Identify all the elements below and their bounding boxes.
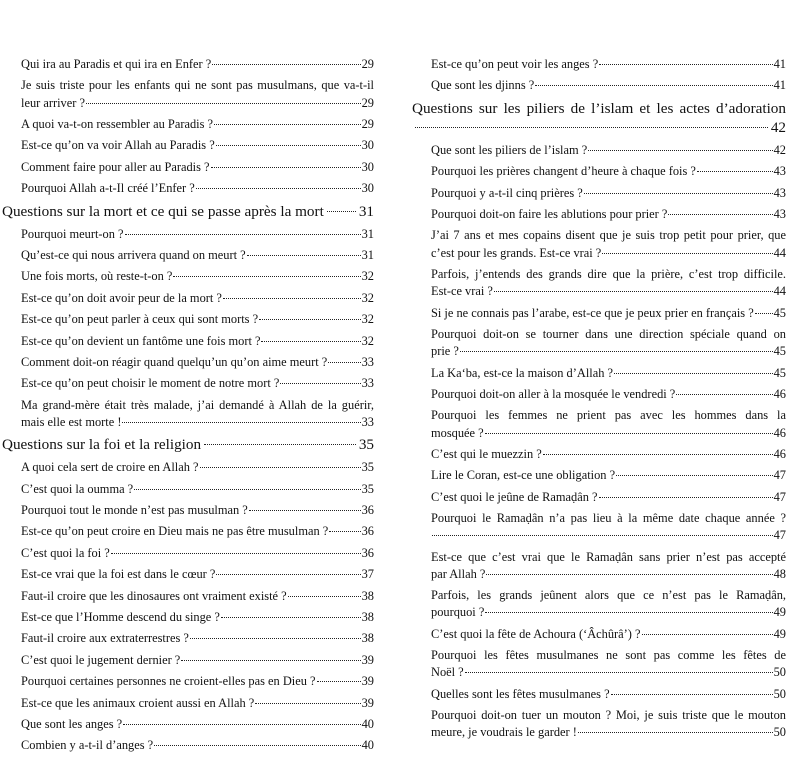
entry-line: [431, 185, 786, 202]
toc-entry: [412, 587, 786, 621]
page-number: 46: [773, 386, 786, 401]
leader-dots: [122, 422, 360, 423]
entry-line: [21, 459, 374, 476]
entry-line: [431, 56, 786, 73]
page-number: 44: [773, 245, 786, 260]
entry-text: Faut-il croire aux extraterrestres ?: [21, 631, 189, 646]
entry-line: [21, 311, 374, 328]
page-number: 29: [361, 57, 374, 71]
entry-text: C’est quoi la foi ?: [21, 545, 110, 560]
leader-dots: [642, 634, 773, 635]
toc-entry: [412, 626, 786, 643]
page-number: 32: [361, 312, 374, 327]
page-number: 30: [361, 159, 374, 174]
entry-text: pourquoi ?: [431, 605, 485, 620]
leader-dots: [614, 373, 773, 374]
leader-dots: [485, 433, 773, 434]
page-number: 49: [773, 605, 786, 620]
page-number: 38: [361, 588, 374, 603]
toc-entry: [2, 630, 374, 647]
toc-entry: [412, 142, 786, 159]
leader-dots: [288, 596, 361, 597]
page-number: 32: [361, 333, 374, 348]
entry-line: [21, 673, 374, 690]
leader-dots: [247, 255, 361, 256]
toc-entry: [2, 588, 374, 605]
page-number: 43: [773, 206, 786, 221]
entry-text: Est-ce que les animaux croient aussi en Allah ?: [21, 695, 255, 710]
entry-line: [431, 446, 786, 463]
toc-entry: [412, 489, 786, 506]
entry-text: Pourquoi tout le monde n’est pas musulman ?: [21, 503, 248, 518]
entry-text: mais elle est morte !: [21, 414, 122, 429]
toc-entry: [412, 185, 786, 202]
entry-line: [431, 305, 786, 322]
page-number: 48: [773, 566, 786, 581]
page-number: 47: [773, 468, 786, 483]
entry-text-line: Je suis triste pour les enfants qui ne sont pas musulmans, que va-t-il: [21, 78, 374, 93]
section-heading: [412, 99, 786, 137]
entry-text: mosquée ?: [431, 425, 484, 440]
entry-text: Pourquoi doit-on faire les ablutions pour prier ?: [431, 206, 668, 221]
entry-text: Pourquoi certaines personnes ne croient-elles pas en Dieu ?: [21, 674, 316, 689]
page-number: 38: [361, 631, 374, 646]
entry-text: Est-ce qu’on doit avoir peur de la mort ?: [21, 290, 222, 305]
leader-dots: [221, 617, 361, 618]
entry-line: [431, 566, 786, 583]
leader-dots: [249, 510, 361, 511]
entry-text: par Allah ?: [431, 566, 486, 581]
toc-entry: [2, 545, 374, 562]
entry-text: Que sont les piliers de l’islam ?: [431, 142, 588, 157]
entry-text-line: Pourquoi le Ramaḍân n’a pas lieu à la même date chaque année ?: [431, 511, 786, 526]
entry-line: [21, 333, 374, 350]
entry-line: [21, 95, 374, 112]
toc-entry: [2, 397, 374, 431]
entry-text: leur arriver ?: [21, 95, 85, 110]
leader-dots: [255, 703, 360, 704]
entry-text: Pourquoi les prières changent d’heure à chaque fois ?: [431, 164, 696, 179]
page-number: 39: [361, 652, 374, 667]
entry-text: Faut-il croire que les dinosaures ont vraiment existé ?: [21, 588, 287, 603]
entry-line: [21, 180, 374, 197]
entry-text: Pourquoi meurt-on ?: [21, 226, 124, 241]
entry-text: Si je ne connais pas l’arabe, est-ce que je peux prier en français ?: [431, 305, 754, 320]
entry-line: [21, 159, 374, 176]
entry-line: [21, 545, 374, 562]
entry-text: meure, je voudrais le garder !: [431, 725, 577, 740]
right-page: [412, 56, 786, 746]
leader-dots: [697, 171, 773, 172]
leader-dots: [190, 638, 361, 639]
leader-dots: [485, 612, 772, 613]
page-number: 35: [358, 436, 374, 454]
toc-entry: [2, 609, 374, 626]
toc-entry: [2, 673, 374, 690]
page-number: 39: [361, 695, 374, 710]
entry-text-line: Parfois, les grands jeûnent alors que ce n’est pas le Ramaḍân,: [431, 588, 786, 603]
page-number: 45: [773, 344, 786, 359]
entry-text: Qu’est-ce qui nous arrivera quand on meurt ?: [21, 247, 246, 262]
toc-entry: [2, 481, 374, 498]
entry-line: [21, 588, 374, 605]
toc-entry: [2, 502, 374, 519]
section-title-line: [412, 118, 786, 137]
page-number: 46: [773, 446, 786, 461]
toc-entry: [2, 56, 374, 73]
entry-text-line: Pourquoi les fêtes musulmanes ne sont pas comme les fêtes de: [431, 648, 786, 663]
entry-line: [21, 481, 374, 498]
entry-line: [21, 695, 374, 712]
toc-entry: [2, 180, 374, 197]
leader-dots: [223, 298, 361, 299]
entry-line: [431, 386, 786, 403]
toc-entry: [2, 695, 374, 712]
leader-dots: [214, 124, 361, 125]
toc-entry: [2, 459, 374, 476]
entry-text: Noël ?: [431, 665, 464, 680]
toc-entry: [2, 737, 374, 754]
entry-line: [431, 724, 786, 741]
leader-dots: [212, 64, 360, 65]
page-number: 43: [773, 164, 786, 179]
entry-line: [431, 77, 786, 94]
page-number: 45: [773, 365, 786, 380]
entry-text: Est-ce qu’on va voir Allah au Paradis ?: [21, 138, 215, 153]
leader-dots: [599, 64, 772, 65]
entry-text: Est-ce vrai ?: [431, 284, 493, 299]
toc-entry: [412, 510, 786, 544]
page-number: 43: [773, 185, 786, 200]
toc-entry: [412, 407, 786, 441]
leader-dots: [588, 150, 772, 151]
entry-line: [21, 290, 374, 307]
entry-text: Est-ce qu’on peut croire en Dieu mais ne pas être musulman ?: [21, 524, 329, 539]
leader-dots: [584, 193, 773, 194]
leader-dots: [611, 694, 773, 695]
page-number: 41: [773, 78, 786, 93]
section-title: Questions sur la foi et la religion: [2, 436, 202, 454]
leader-dots: [200, 467, 361, 468]
leader-dots: [599, 497, 773, 498]
section-title: Questions sur les piliers de l’islam et les actes d’adoration: [412, 99, 786, 117]
entry-text: prie ?: [431, 344, 459, 359]
entry-line: [431, 163, 786, 180]
leader-dots: [216, 574, 360, 575]
page-number: 33: [361, 354, 374, 369]
entry-text: Est-ce vrai que la foi est dans le cœur ?: [21, 567, 216, 582]
entry-line: [21, 116, 374, 133]
entry-line: [431, 425, 786, 442]
page-number: 35: [361, 481, 374, 496]
entry-text: Pourquoi Allah a-t-Il créé l’Enfer ?: [21, 181, 195, 196]
section-heading: [2, 202, 374, 221]
entry-text: Lire le Coran, est-ce une obligation ?: [431, 468, 616, 483]
leader-dots: [616, 475, 773, 476]
entry-line: [431, 489, 786, 506]
leader-dots: [261, 341, 360, 342]
leader-dots: [259, 319, 361, 320]
toc-entry: [412, 206, 786, 223]
entry-text-line: Parfois, j’entends des grands dire que la prière, c’est trop difficile.: [431, 266, 786, 281]
page-number: 29: [361, 116, 374, 131]
page-number: 33: [361, 376, 374, 391]
leader-dots: [123, 724, 360, 725]
page-number: 31: [361, 226, 374, 241]
entry-text: Pourquoi y a-t-il cinq prières ?: [431, 185, 583, 200]
leader-dots: [204, 444, 356, 445]
section-heading: [2, 435, 374, 454]
page-number: 32: [361, 269, 374, 284]
entry-text: c’est pour les grands. Est-ce vrai ?: [431, 245, 602, 260]
entry-text-line: Pourquoi les femmes ne prient pas avec les hommes dans la: [431, 408, 786, 423]
entry-line: [21, 523, 374, 540]
toc-entry: [412, 266, 786, 300]
entry-line: [431, 142, 786, 159]
page-number: 40: [361, 738, 374, 753]
page-number: 36: [361, 503, 374, 518]
leader-dots: [676, 394, 772, 395]
page-number: 29: [361, 95, 374, 110]
entry-line: [431, 245, 786, 262]
entry-text: Qui ira au Paradis et qui ira en Enfer ?: [21, 57, 212, 71]
leader-dots: [755, 313, 773, 314]
entry-text: Est-ce qu’on peut voir les anges ?: [431, 57, 599, 71]
entry-line: [21, 375, 374, 392]
entry-line: [21, 226, 374, 243]
entry-line: [431, 626, 786, 643]
entry-text: Est-ce qu’on peut parler à ceux qui sont morts ?: [21, 312, 259, 327]
page-number: 37: [361, 567, 374, 582]
leader-dots: [86, 103, 361, 104]
entry-text: Comment doit-on réagir quand quelqu’un qu’on aime meurt ?: [21, 354, 328, 369]
entry-text: Quelles sont les fêtes musulmanes ?: [431, 686, 610, 701]
toc-entry: [412, 56, 786, 73]
leader-dots: [460, 351, 773, 352]
toc-entry: [412, 163, 786, 180]
entry-text: C’est quoi le jugement dernier ?: [21, 652, 181, 667]
entry-line: [21, 502, 374, 519]
leader-dots: [173, 276, 360, 277]
page-number: 41: [773, 57, 786, 71]
entry-line: [431, 664, 786, 681]
leader-dots: [317, 681, 361, 682]
leader-dots: [668, 214, 772, 215]
leader-dots: [535, 85, 772, 86]
page-number: 47: [773, 489, 786, 504]
entry-line: [21, 737, 374, 754]
toc-entry: [412, 549, 786, 583]
leader-dots: [578, 732, 773, 733]
toc-entry: [2, 333, 374, 350]
entry-text: Pourquoi doit-on aller à la mosquée le vendredi ?: [431, 386, 676, 401]
entry-line: [21, 247, 374, 264]
page-number: 42: [773, 142, 786, 157]
leader-dots: [543, 454, 773, 455]
page-number: 44: [773, 284, 786, 299]
entry-text: C’est quoi la oumma ?: [21, 481, 134, 496]
toc-entry: [2, 290, 374, 307]
page-number: 39: [361, 674, 374, 689]
entry-text-line: Ma grand-mère était très malade, j’ai demandé à Allah de la guérir,: [21, 397, 374, 412]
entry-line: [21, 268, 374, 285]
toc-entry: [412, 707, 786, 741]
leader-dots: [216, 145, 361, 146]
leader-dots: [111, 553, 361, 554]
page-number: 45: [773, 305, 786, 320]
page-number: 30: [361, 181, 374, 196]
leader-dots: [494, 291, 773, 292]
entry-text-line: Pourquoi doit-on se tourner dans une direction spéciale quand on: [431, 326, 786, 341]
toc-entry: [412, 305, 786, 322]
entry-line: [431, 686, 786, 703]
entry-text: Que sont les anges ?: [21, 716, 123, 731]
leader-dots: [602, 253, 772, 254]
entry-line: [431, 527, 786, 544]
page-number: 36: [361, 545, 374, 560]
toc-entry: [412, 326, 786, 360]
entry-line: [431, 604, 786, 621]
leader-dots: [196, 188, 361, 189]
toc-entry: [2, 226, 374, 243]
leader-dots: [328, 362, 360, 363]
entry-line: [21, 566, 374, 583]
page-number: 31: [358, 202, 374, 220]
toc-entry: [2, 137, 374, 154]
page-number: 42: [770, 118, 786, 136]
toc-entry: [2, 716, 374, 733]
entry-line: [21, 652, 374, 669]
entry-line: [431, 365, 786, 382]
left-page: [2, 56, 374, 759]
entry-line: [21, 630, 374, 647]
entry-line: [431, 467, 786, 484]
page-number: 50: [773, 725, 786, 740]
page-number: 33: [361, 414, 374, 429]
leader-dots: [134, 489, 360, 490]
page-number: 40: [361, 716, 374, 731]
entry-line: [21, 354, 374, 371]
toc-entry: [2, 77, 374, 111]
page-number: 50: [773, 686, 786, 701]
toc-entry: [2, 159, 374, 176]
leader-dots: [465, 672, 773, 673]
page-number: 31: [361, 247, 374, 262]
page-number: 30: [361, 138, 374, 153]
entry-text: A quoi va-t-on ressembler au Paradis ?: [21, 116, 213, 131]
leader-dots: [280, 383, 360, 384]
entry-line: [431, 206, 786, 223]
page-number: 47: [773, 528, 786, 543]
entry-line: [431, 343, 786, 360]
entry-line: [21, 137, 374, 154]
entry-text: C’est quoi le jeûne de Ramaḍân ?: [431, 489, 598, 504]
page-number: 46: [773, 425, 786, 440]
page-number: 49: [773, 626, 786, 641]
leader-dots: [211, 167, 361, 168]
toc-entry: [2, 523, 374, 540]
leader-dots: [486, 574, 772, 575]
entry-text: C’est quoi la fête de Achoura (‘Âchûrâ’) ?: [431, 626, 641, 641]
leader-dots: [125, 234, 361, 235]
toc-entry: [2, 311, 374, 328]
leader-dots: [327, 211, 356, 212]
toc-entry: [2, 247, 374, 264]
toc-entry: [2, 268, 374, 285]
entry-text-line: Est-ce que c’est vrai que le Ramaḍân sans prier n’est pas accepté: [431, 549, 786, 564]
entry-text: Combien y a-t-il d’anges ?: [21, 738, 154, 753]
entry-text: Est-ce qu’on devient un fantôme une fois mort ?: [21, 333, 261, 348]
toc-entry: [2, 566, 374, 583]
page-number: 38: [361, 610, 374, 624]
page-number: 32: [361, 290, 374, 305]
toc-entry: [2, 354, 374, 371]
entry-line: [21, 609, 374, 626]
toc-entry: [2, 652, 374, 669]
entry-line: [21, 56, 374, 73]
toc-entry: [2, 116, 374, 133]
entry-text: C’est qui le muezzin ?: [431, 446, 542, 461]
entry-text-line: Pourquoi doit-on tuer un mouton ? Moi, je suis triste que le mouton: [431, 708, 786, 723]
toc-entry: [412, 686, 786, 703]
entry-text-line: J’ai 7 ans et mes copains disent que je suis trop petit pour prier, que: [431, 228, 786, 243]
entry-text: Est-ce que l’Homme descend du singe ?: [21, 610, 220, 624]
page-number: 36: [361, 524, 374, 539]
page-number: 50: [773, 665, 786, 680]
leader-dots: [415, 127, 768, 128]
entry-line: [21, 414, 374, 431]
leader-dots: [432, 535, 773, 536]
section-title: Questions sur la mort et ce qui se passe après la mort: [2, 202, 324, 220]
entry-text: Est-ce qu’on peut choisir le moment de notre mort ?: [21, 376, 280, 391]
entry-text: La Ka‘ba, est-ce la maison d’Allah ?: [431, 365, 613, 380]
toc-entry: [412, 77, 786, 94]
entry-line: [431, 283, 786, 300]
toc-entry: [412, 365, 786, 382]
leader-dots: [181, 660, 360, 661]
leader-dots: [329, 531, 360, 532]
leader-dots: [154, 745, 360, 746]
page-number: 35: [361, 460, 374, 475]
toc-entry: [412, 386, 786, 403]
entry-text: Que sont les djinns ?: [431, 78, 535, 93]
toc-entry: [412, 446, 786, 463]
toc-entry: [412, 647, 786, 681]
toc-entry: [412, 467, 786, 484]
entry-line: [21, 716, 374, 733]
toc-entry: [412, 227, 786, 261]
entry-text: Une fois morts, où reste-t-on ?: [21, 269, 173, 284]
entry-text: A quoi cela sert de croire en Allah ?: [21, 460, 199, 475]
entry-text: Comment faire pour aller au Paradis ?: [21, 159, 210, 174]
toc-entry: [2, 375, 374, 392]
